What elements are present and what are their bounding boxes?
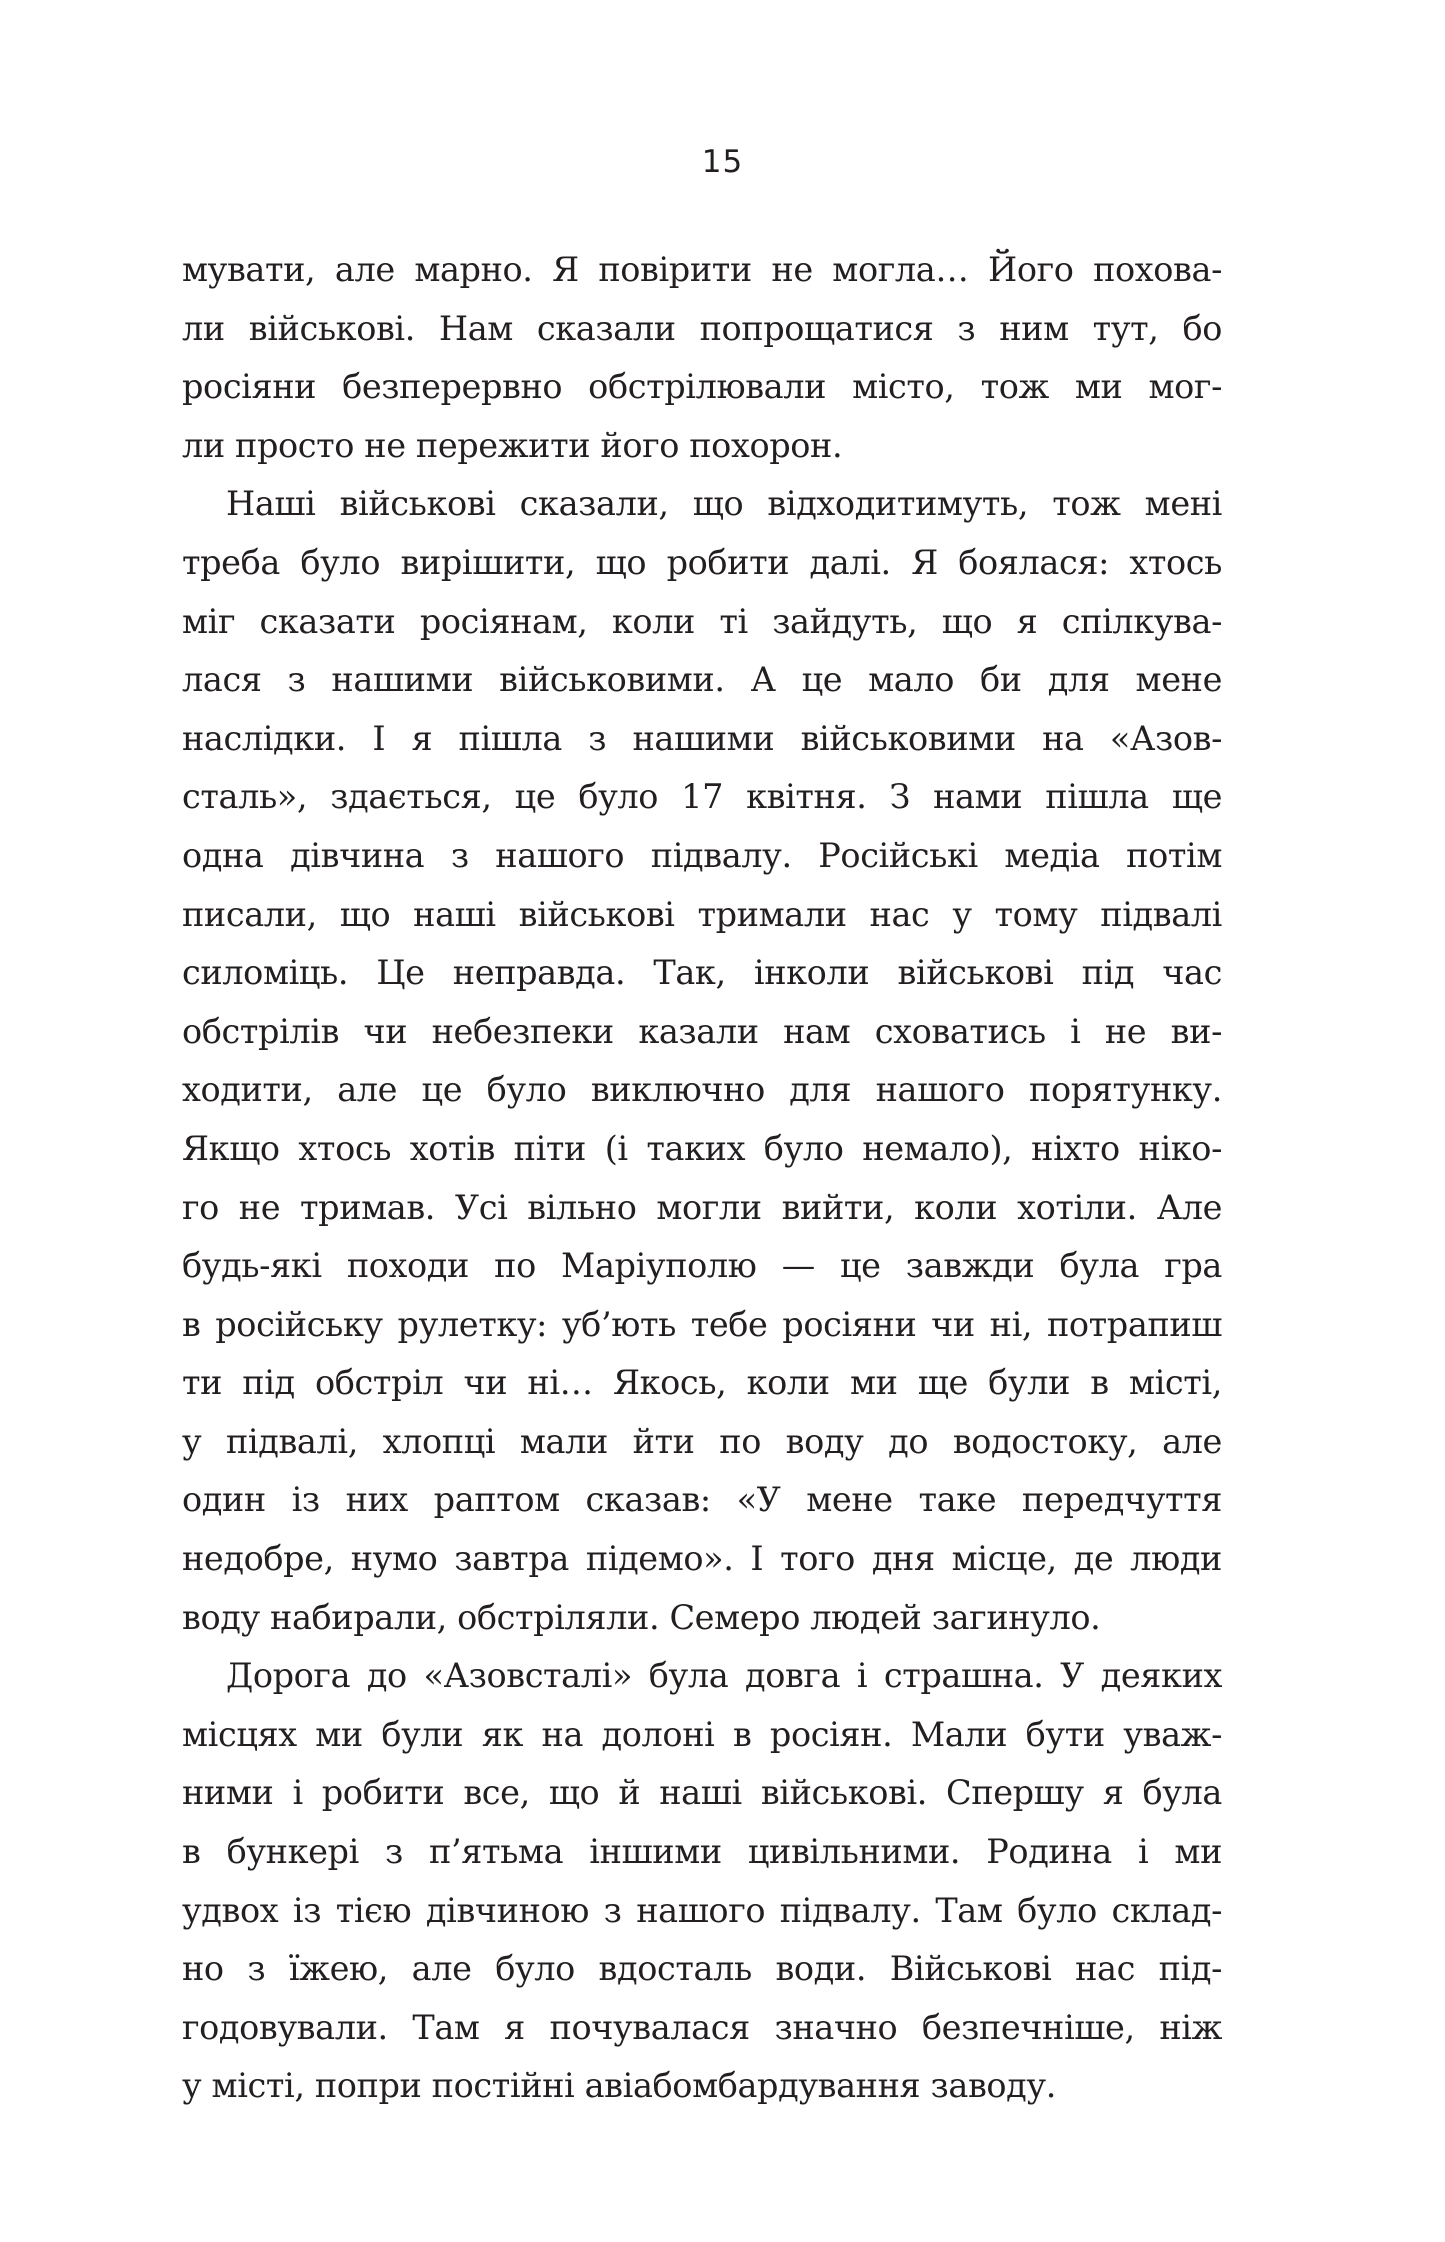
text-line: силоміць. Це неправда. Так, інколи військові під час [182, 953, 1222, 993]
page-number: 15 [701, 144, 744, 180]
text-line: недобре, нумо завтра підемо». І того дня місце, де люди [182, 1539, 1222, 1579]
text-line: лася з нашими військовими. А це мало би для мене [182, 660, 1222, 700]
text-line: наслідки. І я пішла з нашими військовими на «Азов- [182, 718, 1222, 758]
text-line: один із них раптом сказав: «У мене таке передчуття [182, 1480, 1222, 1520]
text-line: будь-які походи по Маріуполю — це завжди була гра [182, 1246, 1222, 1286]
text-line: одна дівчина з нашого підвалу. Російські медіа потім [182, 835, 1222, 875]
text-line: ти під обстріл чи ні… Якось, коли ми ще були в місті, [182, 1363, 1222, 1403]
text-line: ли просто не пережити його похорон. [182, 425, 843, 465]
text-line: у місті, попри постійні авіабомбардування заводу. [182, 2066, 1056, 2106]
text-line: в російську рулетку: уб’ють тебе росіяни чи ні, потрапиш [182, 1304, 1222, 1344]
text-line: воду набирали, обстріляли. Семеро людей загинуло. [182, 1597, 1101, 1637]
text-line: Якщо хтось хотів піти (і таких було немало), ніхто ніко- [182, 1128, 1222, 1168]
text-line: Наші військові сказали, що відходитимуть, тож мені [226, 484, 1222, 524]
text-line: Дорога до «Азовсталі» була довга і страшна. У деяких [226, 1656, 1222, 1696]
text-line: годовували. Там я почувалася значно безпечніше, ніж [182, 2007, 1222, 2047]
text-line: росіяни безперервно обстрілювали місто, тож ми мог- [182, 367, 1222, 407]
text-line: но з їжею, але було вдосталь води. Військові нас під- [182, 1949, 1222, 1989]
text-line: обстрілів чи небезпеки казали нам сховатись і не ви- [182, 1011, 1222, 1051]
text-line: го не тримав. Усі вільно могли вийти, коли хотіли. Але [182, 1187, 1222, 1227]
text-line: удвох із тією дівчиною з нашого підвалу. Там було склад- [182, 1890, 1222, 1930]
text-line: ними і робити все, що й наші військові. Спершу я була [182, 1773, 1222, 1813]
text-line: треба було вирішити, що робити далі. Я боялася: хтось [182, 542, 1222, 582]
text-line: у підвалі, хлопці мали йти по воду до водостоку, але [182, 1421, 1222, 1461]
text-line: місцях ми були як на долоні в росіян. Мали бути уваж- [182, 1714, 1222, 1754]
body-text [182, 241, 1222, 2116]
text-line: ходити, але це було виключно для нашого порятунку. [182, 1070, 1222, 1110]
text-line: писали, що наші військові тримали нас у тому підвалі [182, 894, 1222, 934]
text-line: в бункері з п’ятьма іншими цивільними. Родина і ми [182, 1832, 1222, 1872]
text-line: мувати, але марно. Я повірити не могла… Його похова- [182, 250, 1222, 289]
text-line: сталь», здається, це було 17 квітня. З нами пішла ще [182, 777, 1222, 817]
text-line: міг сказати росіянам, коли ті зайдуть, що я спілкува- [182, 601, 1222, 641]
text-line: ли військові. Нам сказали попрощатися з ним тут, бо [182, 308, 1222, 348]
